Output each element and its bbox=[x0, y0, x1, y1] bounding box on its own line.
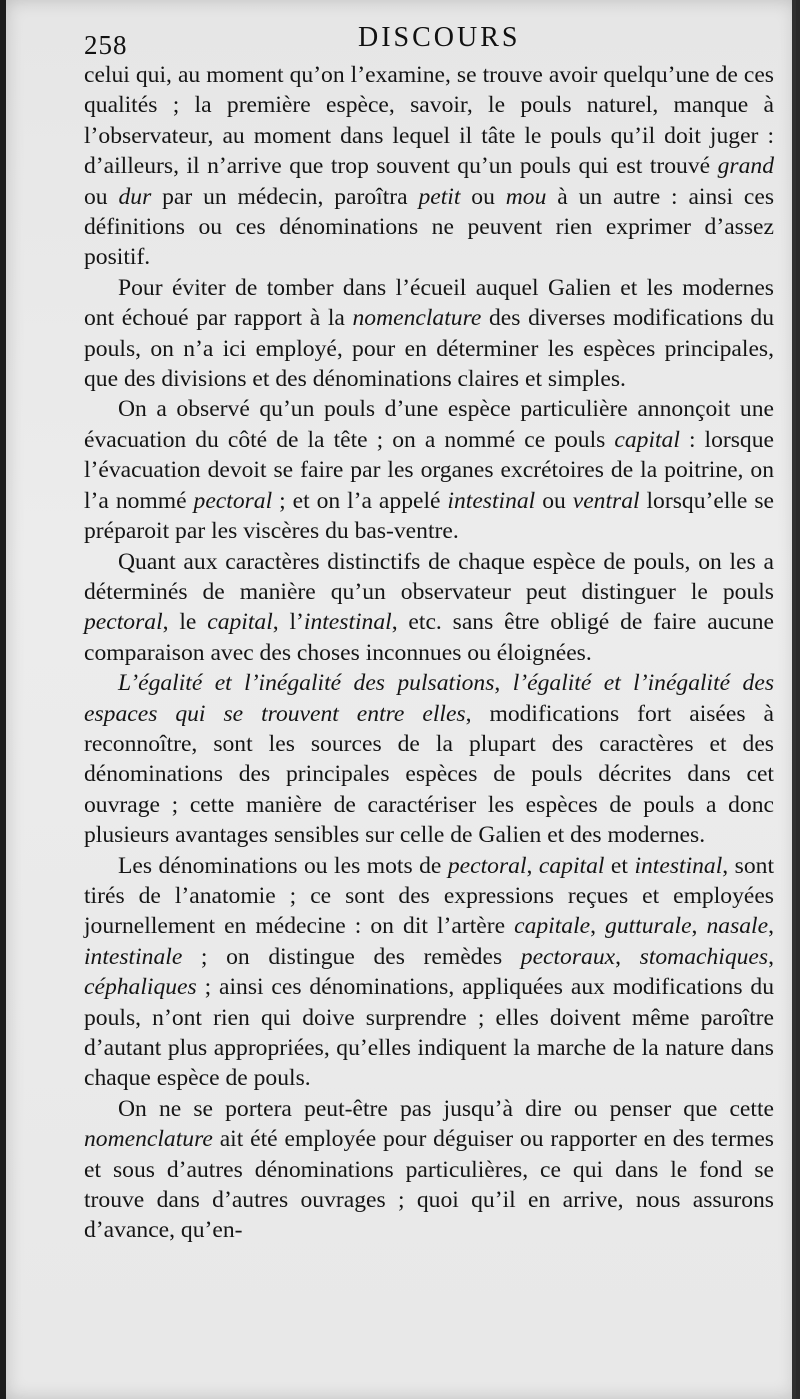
paragraph bbox=[84, 668, 774, 850]
paragraph bbox=[84, 273, 774, 395]
paragraph bbox=[84, 394, 774, 546]
italic-term: pectoral bbox=[84, 609, 163, 636]
italic-term: pectoral bbox=[447, 852, 527, 879]
text-run: , bbox=[526, 852, 539, 879]
text-run: , bbox=[691, 913, 707, 940]
text-run: lorsqu’elle se préparoit par les viscères du bas-ventre. bbox=[84, 487, 774, 545]
text-run: , bbox=[768, 943, 774, 970]
text-run: ou bbox=[84, 183, 119, 210]
text-run: ; on distingue des remèdes bbox=[182, 943, 521, 970]
running-title: DISCOURS bbox=[358, 22, 521, 53]
italic-term: capital bbox=[614, 426, 680, 453]
text-run: ; ainsi ces dénominations, appliquées aux modifications du pouls, n’ont rien qui doive surprendre ; elles doivent même paroître d’autant plus appropriées, qu’elles indiquent la marche de la nature dans chaque espèce de pouls. bbox=[84, 974, 774, 1092]
italic-term: stomachiques bbox=[639, 943, 769, 970]
paragraph bbox=[84, 60, 774, 273]
running-head bbox=[78, 20, 778, 60]
page-edge-left bbox=[0, 0, 6, 1399]
text-run: : lorsque l’évacuation devoit se faire par les organes excrétoires de la poitrine, on l’a nommé bbox=[84, 426, 774, 514]
text-run: , bbox=[768, 913, 774, 940]
text-run: , bbox=[494, 670, 513, 697]
italic-term: L’égalité et l’inégalité des pulsations bbox=[118, 670, 495, 697]
page-number: 258 bbox=[84, 30, 128, 60]
text-run: à un autre : ainsi ces définitions ou ces dénominations ne peuvent rien exprimer d’assez positif. bbox=[84, 183, 775, 271]
italic-term: capital bbox=[538, 852, 605, 879]
italic-term: intestinale bbox=[84, 943, 183, 970]
text-run: , le bbox=[162, 609, 208, 636]
body-text bbox=[84, 60, 774, 1246]
italic-term: mou bbox=[505, 183, 547, 210]
italic-term: petit bbox=[418, 183, 461, 210]
text-run: ait été employée pour déguiser ou rapporter en des termes et sous d’autres dénominations particulières, ce qui dans le fond se trouve dans d’autres ouvrages ; quoi qu’il en arrive, nous assurons d’avance, qu’en- bbox=[84, 1126, 774, 1244]
page-edge-right bbox=[792, 0, 796, 1399]
text-run: , etc. sans être obligé de faire aucune comparaison avec des choses inconnues ou éloignées. bbox=[84, 609, 774, 666]
italic-term: capitale bbox=[514, 913, 591, 940]
text-run: , modifications fort aisées à reconnoître, sont les sources de la plupart des caractères et des dénominations des principales espèces de pouls décrites dans cet ouvrage ; cette manière de caractériser les espèces de pouls a donc plusieurs avantages sensibles sur celle de Galien et des modernes. bbox=[84, 700, 774, 849]
italic-term: capital bbox=[207, 609, 273, 636]
italic-term: intestinal bbox=[303, 609, 392, 636]
text-run: On ne se portera peut-être pas jusqu’à dire ou penser que cette bbox=[118, 1095, 774, 1122]
italic-term: gutturale bbox=[605, 913, 692, 940]
italic-term: dur bbox=[118, 183, 152, 210]
italic-term: pectoraux bbox=[520, 943, 616, 970]
text-run: ou bbox=[460, 183, 506, 210]
text-run: , l’ bbox=[272, 609, 304, 636]
paragraph bbox=[84, 547, 774, 669]
text-run: Pour éviter de tomber dans l’écueil auquel Galien et les modernes ont échoué par rapport à la bbox=[84, 274, 774, 332]
text-run: On a observé qu’un pouls d’une espèce particulière annonçoit une évacuation du côté de la tête ; on a nommé ce pouls bbox=[84, 396, 774, 453]
text-run: ; et on l’a appelé bbox=[272, 487, 448, 514]
italic-term: grand bbox=[717, 153, 774, 180]
text-run: par un médecin, paroîtra bbox=[151, 183, 419, 210]
italic-term: nomenclature bbox=[84, 1126, 213, 1153]
italic-term: intestinal bbox=[447, 487, 536, 514]
paragraph bbox=[84, 851, 774, 1094]
text-run: celui qui, au moment qu’on l’examine, se trouve avoir quelqu’une de ces qualités ; la première espèce, savoir, le pouls naturel, manque à l’observateur, au moment dans lequel il tâte le pouls qu’il doit juger : d’ailleurs, il n’arrive que trop souvent qu’un pouls qui est trouvé bbox=[84, 62, 774, 180]
italic-term: pectoral bbox=[193, 487, 273, 514]
italic-term: nomenclature bbox=[352, 305, 482, 332]
text-run: , bbox=[615, 943, 640, 970]
italic-term: ventral bbox=[572, 487, 640, 514]
italic-term: nasale bbox=[706, 913, 769, 940]
text-run: ou bbox=[535, 487, 573, 514]
italic-term: céphaliques bbox=[84, 974, 197, 1001]
text-run: , bbox=[590, 913, 606, 940]
text-run: et bbox=[604, 852, 635, 879]
italic-term: l’égalité et l’inégalité des espaces qui se trouvent entre elles bbox=[84, 670, 775, 727]
text-run: , sont tirés de l’anatomie ; ce sont des expressions reçues et employées journellement en médecine : on dit l’artère bbox=[84, 852, 774, 940]
text-run: des diverses modifications du pouls, on n’a ici employé, pour en déterminer les espèces principales, que des divisions et des dénominations claires et simples. bbox=[84, 305, 774, 393]
book-page bbox=[6, 0, 796, 1399]
text-run: Quant aux caractères distinctifs de chaque espèce de pouls, on les a déterminés de manière qu’un observateur peut distinguer le pouls bbox=[84, 548, 774, 605]
italic-term: intestinal bbox=[634, 852, 723, 879]
text-run: Les dénominations ou les mots de bbox=[118, 852, 448, 879]
paragraph bbox=[84, 1094, 774, 1246]
